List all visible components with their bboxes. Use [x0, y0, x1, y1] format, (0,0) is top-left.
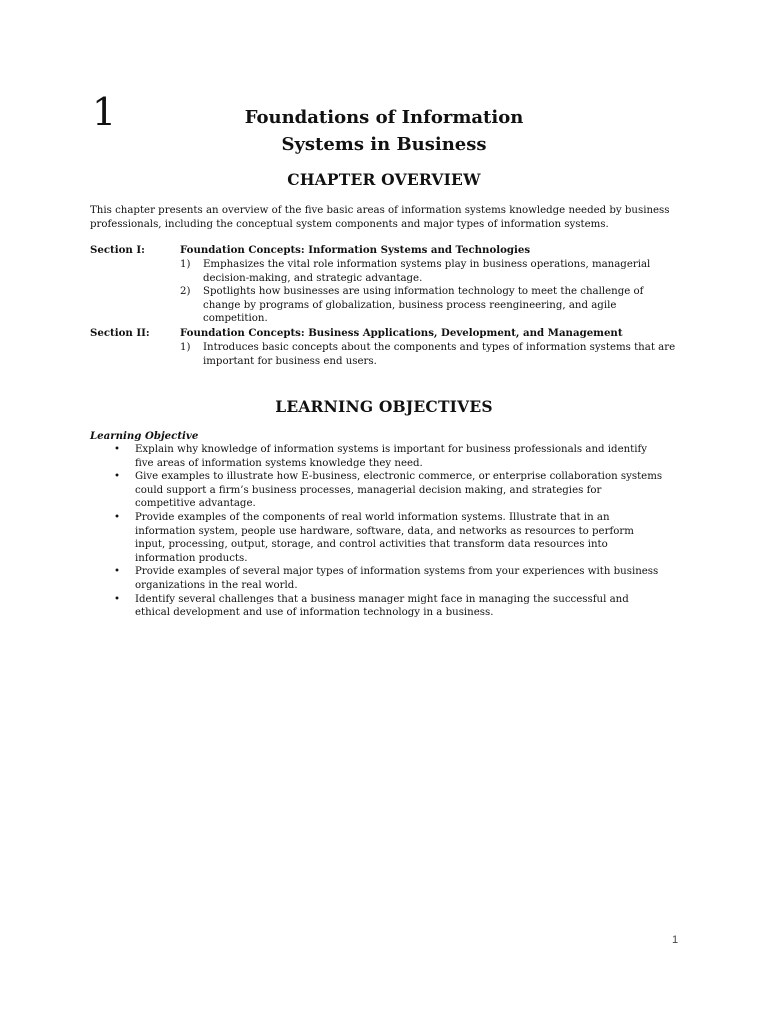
section-title: Foundation Concepts: Information Systems and Technologies [180, 244, 531, 256]
chapter-number: 1 [92, 90, 117, 134]
item-number: 1) [180, 259, 191, 270]
bullet-icon: • [114, 511, 121, 523]
list-item [114, 593, 664, 620]
section-title: Foundation Concepts: Business Applications, Development, and Management [180, 327, 623, 339]
item-text: Spotlights how businesses are using information technology to meet the challenge of change by programs of globalization, business process reengineering, and agile competition. [203, 286, 644, 325]
list-item [180, 341, 676, 368]
list-item [114, 511, 664, 565]
item-text: Emphasizes the vital role information systems play in business operations, managerial decision-making, and strategic advantage. [203, 259, 651, 284]
section-label: Section II: [90, 327, 150, 339]
bullet-icon: • [114, 471, 121, 483]
objectives-list [114, 443, 664, 620]
section-label: Section I: [90, 244, 145, 256]
chapter-title-line-2: Systems in Business [281, 134, 487, 155]
objective-text: Provide examples of the components of real world information systems. Illustrate that in an information system, people use hardware, software, data, and networks as resources to perform input, processing, output, storage, and control activities that transform data resources into information products. [135, 511, 634, 564]
overview-paragraph: This chapter presents an overview of the five basic areas of information systems knowledge needed by business professionals, including the conceptual system components and major types of information systems. [90, 205, 670, 230]
item-number: 1) [180, 342, 191, 353]
page-number: 1 [672, 934, 679, 946]
list-item [114, 443, 664, 470]
item-number: 2) [180, 286, 191, 298]
section-item-list [180, 258, 676, 326]
section-item-list [180, 341, 676, 368]
bullet-icon: • [114, 444, 121, 455]
list-item [180, 285, 676, 326]
chapter-title [0, 104, 768, 158]
list-item [114, 565, 664, 592]
item-text: Introduces basic concepts about the components and types of information systems that are important for business end users. [203, 342, 676, 367]
objective-text: Give examples to illustrate how E-business, electronic commerce, or enterprise collaboration systems could support a firm’s business processes, managerial decision making, and strategies for competitive advantage. [135, 471, 663, 510]
bullet-icon: • [114, 566, 121, 578]
learning-objective-label: Learning Objective [90, 430, 199, 442]
list-item [180, 258, 676, 285]
list-item [114, 470, 664, 511]
objective-text: Explain why knowledge of information systems is important for business professionals and identify five areas of information systems knowledge they need. [135, 444, 648, 469]
objective-text: Identify several challenges that a business manager might face in managing the successful and ethical development and use of information technology in a business. [135, 593, 629, 619]
bullet-icon: • [114, 593, 121, 605]
chapter-title-line-1: Foundations of Information [244, 107, 524, 128]
objective-text: Provide examples of several major types of information systems from your experiences with business organizations in the real world. [135, 566, 659, 591]
learning-objectives-heading: LEARNING OBJECTIVES [275, 397, 493, 416]
chapter-overview-heading: CHAPTER OVERVIEW [287, 170, 481, 189]
